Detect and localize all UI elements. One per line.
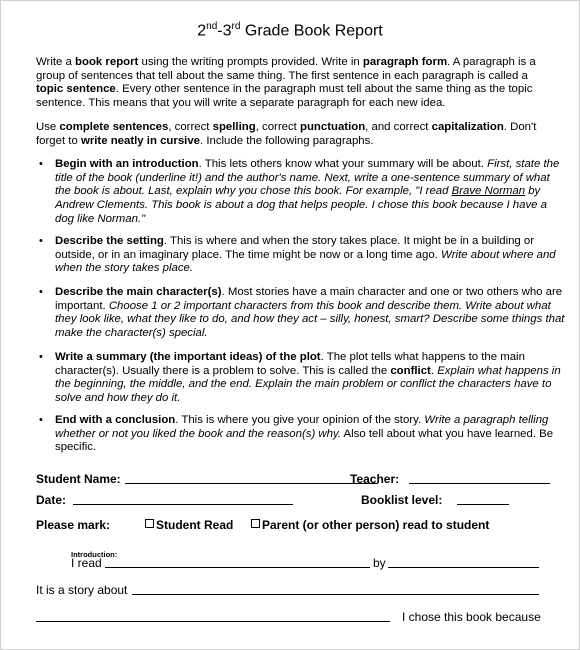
parent-read-option[interactable]: Parent (or other person) read to student	[251, 518, 489, 532]
teacher-label: Teacher:	[350, 472, 400, 486]
list-item-summary: • Write a summary (the important ideas) of the plot. The plot tells what happens to the main character(s). Usually there is a problem to solve. This is called the conflict. Explain what happens in the beginning, the middle, and the end. Explain the main problem or conflict the characters have to solve and how they do it.	[37, 351, 567, 406]
instructions-paragraph-1: Write a book report using the writing prompts provided. Write in paragraph form. A paragraph is a group of sentences that tell about the same thing. The first sentence in each paragraph is called a topic sentence. Every other sentence in the paragraph must tell about the same thing as the topic sentence. This means that you will write a separate paragraph for each new idea.	[36, 56, 536, 110]
story-about-continued-field[interactable]	[36, 610, 390, 622]
list-item-conclusion: • End with a conclusion. This is where you give your opinion of the story. Write a paragraph telling whether or not you liked the book and the reason(s) why. Also tell about what you have learned. Be specific.	[37, 414, 567, 455]
instructions-paragraph-2: Use complete sentences, correct spelling, correct punctuation, and correct capitalization. Don't forget to write neatly in cursive. Include the following paragraphs.	[36, 121, 537, 147]
book-report-page	[1, 1, 579, 649]
book-title-field[interactable]	[105, 556, 370, 568]
parent-read-checkbox[interactable]	[251, 519, 260, 528]
date-label: Date:	[36, 493, 67, 507]
teacher-field[interactable]	[409, 472, 550, 484]
by-label: by	[373, 556, 386, 570]
student-name-label: Student Name:	[36, 472, 121, 486]
list-item-characters: • Describe the main character(s). Most stories have a main character and one or two others who are important. Choose 1 or 2 important characters from this book and describe them. Write about what they look like, what they like to do, and how they act – silly, honest, smart? Describe some things that make the character(s) special.	[37, 286, 567, 341]
i-read-label: I read	[71, 556, 102, 570]
booklist-level-field[interactable]	[457, 493, 509, 505]
list-item-introduction: • Begin with an introduction. This lets others know what your summary will be about. First, state the title of the book (underline it!) and the author's name. Next, write a one-sentence summary of what the book is about. Last, explain why you chose this book. For example, "I read Brave Norman by Andrew Clements. This book is about a dog that helps people. I chose this book because I have a dog like Norman."	[37, 158, 567, 227]
story-about-field[interactable]	[132, 583, 539, 595]
story-about-label: It is a story about	[36, 583, 128, 597]
list-item-setting: • Describe the setting. This is where and when the story takes place. It might be in a building or outside, or in an imaginary place. The time might be now or a long time ago. Write about where and when the story takes place.	[37, 235, 567, 276]
please-mark-label: Please mark:	[36, 518, 111, 532]
student-read-checkbox[interactable]	[145, 519, 154, 528]
student-name-field[interactable]	[125, 472, 378, 484]
booklist-level-label: Booklist level:	[361, 493, 443, 507]
page-title: 2nd-3rd Grade Book Report	[197, 21, 383, 40]
author-field[interactable]	[388, 556, 539, 568]
student-read-option[interactable]: Student Read	[145, 518, 233, 532]
introduction-label: Introduction:	[71, 550, 118, 559]
chose-because-label: I chose this book because	[402, 610, 541, 624]
date-field[interactable]	[73, 493, 293, 505]
